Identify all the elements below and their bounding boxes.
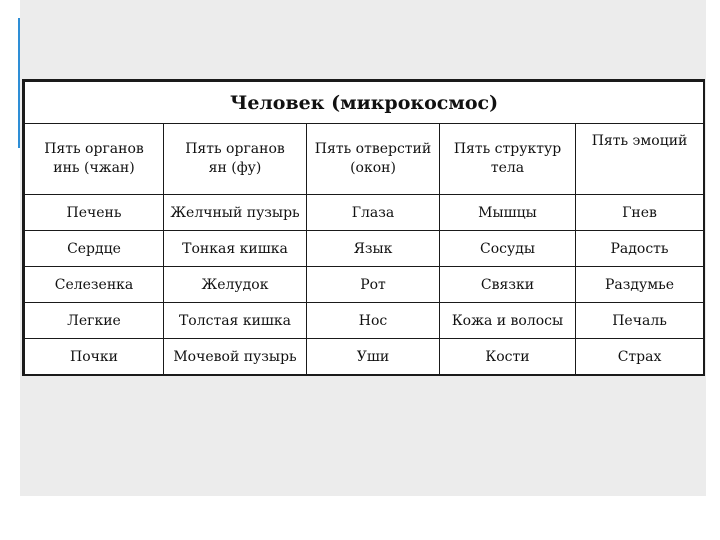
table-row (25, 195, 704, 231)
table-title: Человек (микрокосмос) (25, 82, 704, 124)
table-cell: Печаль (576, 303, 704, 339)
table-cell: Печень (25, 195, 164, 231)
table-cell: Кости (440, 339, 576, 375)
table-cell: Связки (440, 267, 576, 303)
table-cell: Желудок (164, 267, 307, 303)
microcosm-table-card (22, 79, 705, 376)
column-header-line: Пять органов (44, 141, 144, 157)
column-header (440, 124, 576, 195)
table-cell: Кожа и волосы (440, 303, 576, 339)
column-header-line: Пять отверстий (314, 141, 432, 157)
table-cell: Тонкая кишка (164, 231, 307, 267)
table-cell: Уши (307, 339, 440, 375)
table-cell: Язык (307, 231, 440, 267)
table-cell: Почки (25, 339, 164, 375)
table-cell: Нос (307, 303, 440, 339)
column-header-line: тела (490, 160, 525, 176)
table-row (25, 231, 704, 267)
column-header (25, 124, 164, 195)
table-cell: Сосуды (440, 231, 576, 267)
accent-line (18, 18, 20, 148)
table-cell: Сердце (25, 231, 164, 267)
column-header-line: инь (чжан) (53, 160, 135, 176)
table-row (25, 267, 704, 303)
table-cell: Селезенка (25, 267, 164, 303)
column-header-line: Пять эмоций (591, 133, 688, 149)
table-cell: Мышцы (440, 195, 576, 231)
microcosm-table (24, 81, 704, 375)
table-cell: Толстая кишка (164, 303, 307, 339)
table-cell: Мочевой пузырь (164, 339, 307, 375)
table-cell: Желчный пузырь (164, 195, 307, 231)
column-header (307, 124, 440, 195)
table-cell: Гнев (576, 195, 704, 231)
column-header-line: Пять структур (453, 141, 562, 157)
table-cell: Легкие (25, 303, 164, 339)
column-header-line: Пять органов (185, 141, 285, 157)
table-cell: Рот (307, 267, 440, 303)
table-title-row (25, 82, 704, 124)
table-cell: Радость (576, 231, 704, 267)
column-header-line: ян (фу) (208, 160, 262, 176)
table-header-row (25, 124, 704, 195)
table-row (25, 303, 704, 339)
column-header (576, 124, 704, 195)
column-header-line: (окон) (350, 160, 396, 176)
table-cell: Глаза (307, 195, 440, 231)
column-header (164, 124, 307, 195)
table-cell: Раздумье (576, 267, 704, 303)
table-cell: Страх (576, 339, 704, 375)
table-row (25, 339, 704, 375)
